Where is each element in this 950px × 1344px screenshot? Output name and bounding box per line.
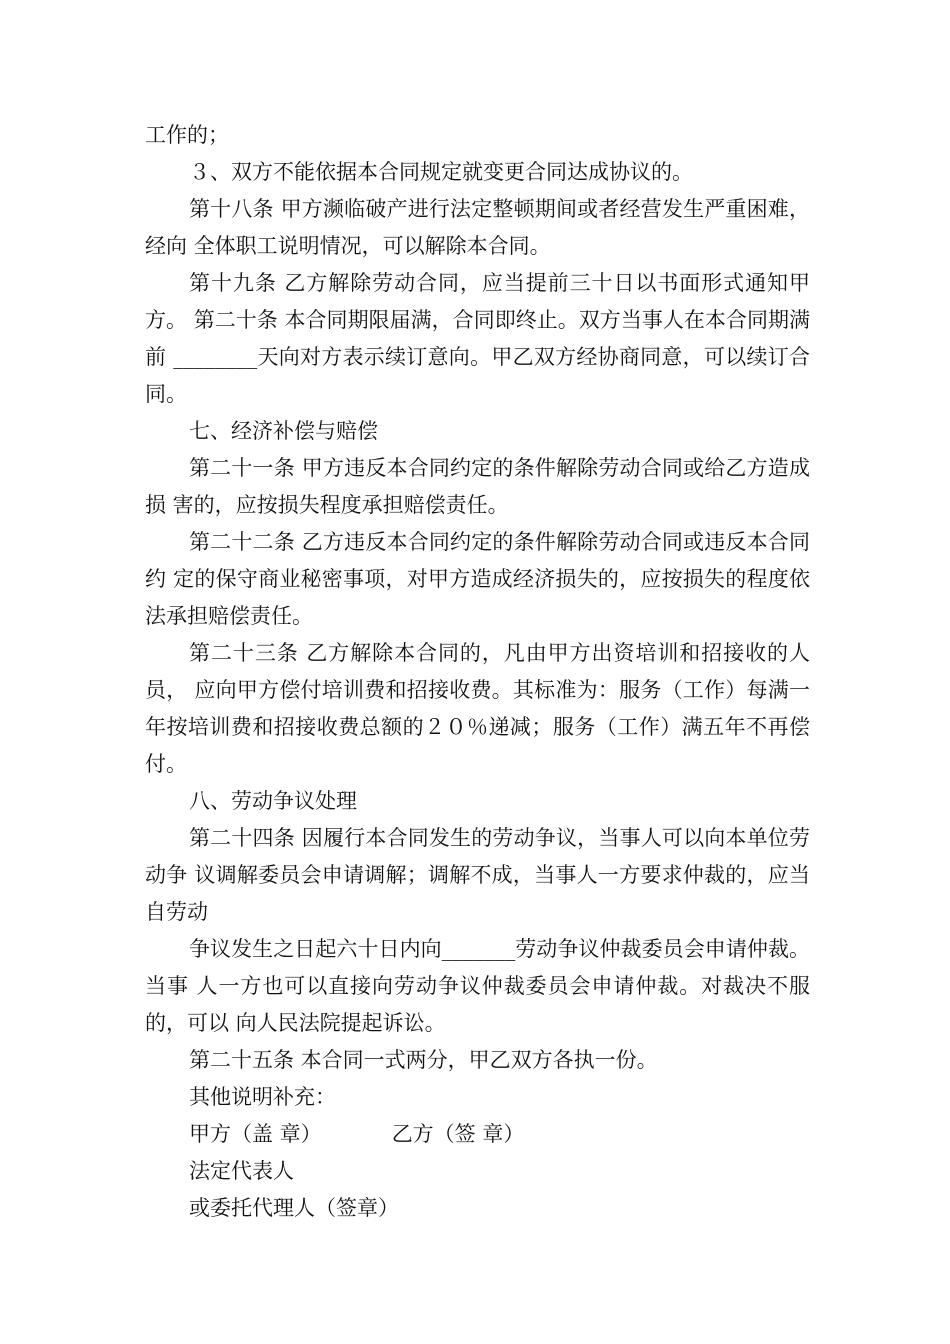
- paragraph-article-24: 第二十四条 因履行本合同发生的劳动争议，当事人可以向本单位劳动争 议调解委员会申请调解；调解不成，当事人一方要求仲裁的，应当自劳动: [145, 826, 810, 924]
- paragraph-other-notes: 其他说明补充：: [189, 1085, 336, 1109]
- contract-body: [145, 117, 810, 1227]
- paragraph-article-24-continued: 争议发生之日起六十日内向_______劳动争议仲裁委员会申请仲裁。当事 人一方也可以直接向劳动争议仲裁委员会申请仲裁。对裁决不服的，可以 向人民法院提起诉讼。: [145, 937, 810, 1035]
- paragraph-article-22: 第二十二条 乙方违反本合同约定的条件解除劳动合同或违反本合同约 定的保守商业秘密事项，对甲方造成经济损失的，应按损失的程度依法承担赔偿责任。: [145, 530, 810, 628]
- legal-representative-label: 法定代表人: [189, 1159, 294, 1183]
- paragraph-article-23: 第二十三条 乙方解除本合同的，凡由甲方出资培训和招接收的人员， 应向甲方偿付培训费和招接收费。其标准为：服务（工作）每满一年按培训费和招接收费总额的２０％递减；服务（工作）满五年不再偿付。: [145, 641, 810, 776]
- party-a-seal-label: 甲方（盖 章）: [189, 1122, 322, 1146]
- party-b-sign-label: 乙方（签 章）: [391, 1122, 525, 1146]
- signature-parties-row: [145, 1116, 810, 1153]
- section-heading-compensation: 七、经济补偿与赔偿: [189, 419, 378, 443]
- paragraph-article-18: 第十八条 甲方濒临破产进行法定整顿期间或者经营发生严重困难，经向 全体职工说明情况，可以解除本合同。: [145, 197, 810, 258]
- paragraph-clause-3: ３、双方不能依据本合同规定就变更合同达成协议的。: [189, 160, 693, 184]
- paragraph-article-25: 第二十五条 本合同一式两分，甲乙双方各执一份。: [189, 1048, 658, 1072]
- section-heading-dispute: 八、劳动争议处理: [189, 789, 357, 813]
- authorized-agent-label: 或委托代理人（签章）: [189, 1196, 399, 1220]
- paragraph-article-19-20: 第十九条 乙方解除劳动合同，应当提前三十日以书面形式通知甲方。 第二十条 本合同期限届满，合同即终止。双方当事人在本合同期满前 ________天向对方表示续订意向。甲乙双方经协商同意，可以续订合同。: [145, 271, 810, 406]
- paragraph-article-21: 第二十一条 甲方违反本合同约定的条件解除劳动合同或给乙方造成损 害的，应按损失程度承担赔偿责任。: [145, 456, 810, 517]
- paragraph-continuation: 工作的；: [145, 123, 229, 147]
